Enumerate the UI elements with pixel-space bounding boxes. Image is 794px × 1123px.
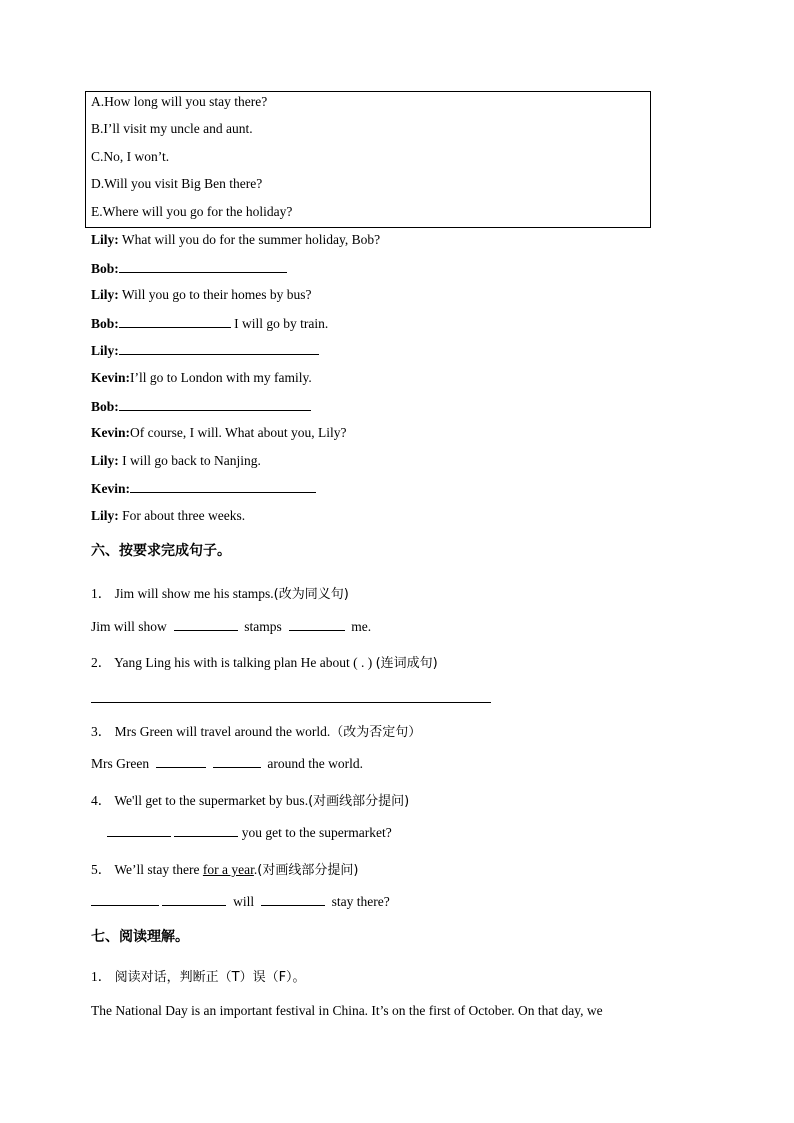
answer-blank[interactable] bbox=[174, 824, 238, 837]
dialogue-line bbox=[91, 398, 311, 415]
answer-blank[interactable] bbox=[119, 315, 231, 328]
speaker: Lily: bbox=[91, 508, 119, 523]
reading-passage: The National Day is an important festival in China. It’s on the first of October. On that day, we bbox=[91, 1003, 603, 1018]
dialogue-line bbox=[91, 425, 346, 441]
speaker: Kevin: bbox=[91, 481, 130, 496]
answer-text: me. bbox=[351, 619, 372, 634]
option-e: E.Where will you go for the holiday? bbox=[91, 204, 293, 219]
answer-text: around the world. bbox=[267, 756, 363, 771]
option-a: A.How long will you stay there? bbox=[91, 94, 268, 109]
question-1 bbox=[91, 582, 349, 602]
section-6-title: 六、按要求完成句子。 bbox=[91, 543, 231, 559]
answer-blank[interactable] bbox=[119, 342, 319, 355]
dialogue-line bbox=[91, 453, 261, 469]
speaker: Bob: bbox=[91, 399, 119, 414]
dialogue-text: I will go back to Nanjing. bbox=[118, 453, 261, 468]
dialogue-line bbox=[91, 232, 380, 248]
question-text: Jim will show me his stamps. bbox=[114, 586, 274, 601]
question-number: 1． bbox=[91, 586, 112, 601]
reading-instruction bbox=[91, 965, 306, 985]
answer-blank[interactable] bbox=[130, 480, 316, 493]
speaker: Kevin: bbox=[91, 425, 130, 440]
dialogue-text: I will go by train. bbox=[230, 316, 329, 331]
answer-3 bbox=[91, 755, 363, 772]
speaker: Bob: bbox=[91, 316, 119, 331]
question-3 bbox=[91, 720, 421, 740]
question-instruction: (改为同义句) bbox=[273, 587, 349, 602]
question-number: 1． bbox=[91, 969, 112, 984]
dialogue-text: I’ll go to London with my family. bbox=[130, 370, 312, 385]
question-2 bbox=[91, 651, 438, 671]
speaker: Bob: bbox=[91, 261, 119, 276]
question-5 bbox=[91, 858, 358, 878]
question-instruction: (对画线部分提问) bbox=[257, 863, 359, 878]
answer-text: stamps bbox=[244, 619, 282, 634]
options-box bbox=[85, 91, 651, 228]
dialogue-text: Of course, I will. What about you, Lily? bbox=[130, 425, 347, 440]
option-d: D.Will you visit Big Ben there? bbox=[91, 176, 263, 191]
question-text: We’ll stay there bbox=[114, 862, 203, 877]
answer-blank[interactable] bbox=[91, 893, 159, 906]
answer-blank[interactable] bbox=[119, 398, 311, 411]
question-instruction: (连词成句) bbox=[375, 656, 438, 671]
underlined-phrase: for a year bbox=[202, 862, 254, 877]
question-instruction: 阅读对话，判断正（T）误（F）。 bbox=[114, 970, 306, 985]
dialogue-line bbox=[91, 287, 311, 303]
answer-text: Mrs Green bbox=[91, 756, 150, 771]
dialogue-text: For about three weeks. bbox=[118, 508, 246, 523]
answer-blank[interactable] bbox=[213, 755, 261, 768]
answer-blank[interactable] bbox=[162, 893, 226, 906]
speaker: Lily: bbox=[91, 287, 119, 302]
section-7-title: 七、阅读理解。 bbox=[91, 929, 189, 945]
question-4 bbox=[91, 789, 409, 809]
dialogue-text: Will you go to their homes by bus? bbox=[118, 287, 312, 302]
option-c: C.No, I won’t. bbox=[91, 149, 170, 164]
answer-1 bbox=[91, 618, 371, 635]
dialogue-line bbox=[91, 508, 245, 524]
answer-4 bbox=[107, 824, 392, 841]
speaker: Lily: bbox=[91, 453, 119, 468]
question-number: 2． bbox=[91, 655, 112, 670]
question-instruction: (对画线部分提问) bbox=[308, 794, 410, 809]
question-number: 3． bbox=[91, 724, 112, 739]
question-text: Mrs Green will travel around the world. bbox=[114, 724, 331, 739]
answer-5 bbox=[91, 893, 390, 910]
dialogue-line bbox=[91, 480, 316, 497]
question-text: We'll get to the supermarket by bus. bbox=[114, 793, 309, 808]
speaker: Lily: bbox=[91, 343, 119, 358]
question-number: 5． bbox=[91, 862, 112, 877]
speaker: Kevin: bbox=[91, 370, 130, 385]
answer-blank[interactable] bbox=[174, 618, 238, 631]
dialogue-line bbox=[91, 260, 287, 277]
answer-blank[interactable] bbox=[289, 618, 345, 631]
answer-line[interactable] bbox=[91, 702, 491, 703]
answer-blank[interactable] bbox=[119, 260, 287, 273]
answer-blank[interactable] bbox=[261, 893, 325, 906]
dialogue-line bbox=[91, 370, 312, 386]
answer-text: Jim will show bbox=[91, 619, 167, 634]
answer-blank[interactable] bbox=[107, 824, 171, 837]
question-text: . bbox=[253, 862, 258, 877]
question-text: Yang Ling his with is talking plan He about ( . ) bbox=[114, 655, 376, 670]
question-number: 4． bbox=[91, 793, 112, 808]
answer-blank[interactable] bbox=[156, 755, 206, 768]
answer-text: you get to the supermarket? bbox=[241, 825, 392, 840]
answer-text: stay there? bbox=[331, 894, 390, 909]
dialogue-text: What will you do for the summer holiday, Bob? bbox=[118, 232, 381, 247]
option-b: B.I’ll visit my uncle and aunt. bbox=[91, 121, 253, 136]
question-instruction: （改为否定句） bbox=[330, 725, 422, 740]
answer-text: will bbox=[233, 894, 255, 909]
dialogue-line bbox=[91, 342, 319, 359]
speaker: Lily: bbox=[91, 232, 119, 247]
dialogue-line bbox=[91, 315, 328, 332]
